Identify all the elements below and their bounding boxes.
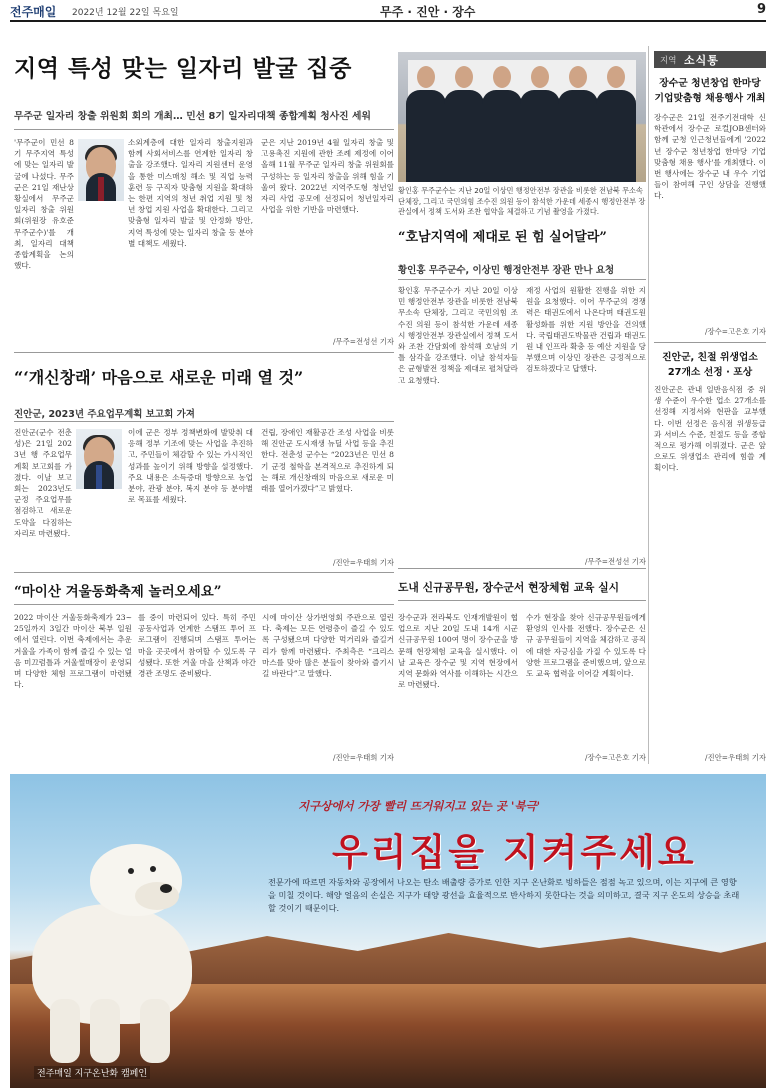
article1-headline: 지역 특성 맞는 일자리 발굴 집중 xyxy=(14,56,352,82)
sidebar-tag-right: 소식통 xyxy=(684,54,719,67)
article2-col1: 황인홍 무주군수가 지난 20일 이상민 행정안전부 장관을 비롯한 전남북 무소속 단체장, 그리고 국민의힘 조수진 의원 등이 참석한 가운데 세종시 행정안전부 장관실에서 정책 도서와 조찬 간담회에 참석해 호남의 기틀 삼각을 강조했다. 이날 참석자들은 균형발전 정책을 제대로 펼쳐달라고 요청했다. xyxy=(398,286,518,385)
article3-headline: “‘개신창래’ 마음으로 새로운 미래 열 것” xyxy=(14,368,304,387)
article2-byline: /무주=전성선 기자 xyxy=(584,557,646,566)
article3-portrait xyxy=(76,429,122,489)
masthead xyxy=(10,0,766,22)
column-rule xyxy=(648,46,649,764)
article2-subhead: 황인홍 무주군수, 이상민 행정안전부 장관 만나 요청 xyxy=(398,265,615,276)
article2-headline: “호남지역에 제대로 된 힘 실어달라” xyxy=(398,230,607,245)
divider xyxy=(14,572,394,573)
issue-date: 2022년 12월 22일 목요일 xyxy=(72,8,179,18)
article5-col1: 장수군과 전라북도 인재개발원이 협업으로 지난 20일 도내 14개 시군 신규공무원 100여 명이 장수군을 방문해 현장체험 교육을 실시했다. 이날 교육은 장수군 및 지역 현장에서 지역 문화와 역사를 이해하는 시간으로 마련됐다. xyxy=(398,613,518,690)
sidebar-item1-byline: /장수=고은호 기자 xyxy=(704,327,766,336)
page-number: 9 xyxy=(756,2,766,17)
bear-nose xyxy=(160,884,172,893)
article3-col2: 이에 군은 정부 정책변화에 발맞춰 대응해 정부 기조에 맞는 사업을 추진하고, 주민들이 체감할 수 있는 가시적인 성과를 높이기 위해 방향을 설정했다. 주요 내용은 소득증대 방향으로 농업 분야, 관광 분야, 복지 분야 등 분야별로 목표를 세웠다. xyxy=(128,428,253,505)
ad-slogan: 우리집을 지켜주세요 xyxy=(332,831,697,874)
divider xyxy=(398,600,646,601)
article2-col2: 재정 사업의 원활한 진행을 위한 지원을 요청했다. 이어 무주군의 경쟁력은 태권도에서 나온다며 태권도원 활성화를 위한 지원 방안을 건의했다. 국립태권도박물관 건립과 태권도원 내 인프라 확충 등 예산 지원을 당부했으며 이상민 장관은 긍정적으로 검토하겠다고 답했다. xyxy=(526,286,646,374)
photo-person xyxy=(444,66,484,182)
article1-byline: /무주=전성선 기자 xyxy=(332,337,394,346)
article5-col2: 수가 현장을 찾아 신규공무원들에게 환영의 인사를 전했다. 장수군은 신규 공무원들이 지역을 체감하고 공직에 대한 자긍심을 가질 수 있도록 다양한 프로그램을 준비했으며, 앞으로도 교육 협력을 이어갈 계획이다. xyxy=(526,613,646,679)
sidebar-item2-byline: /진안=우태희 기자 xyxy=(704,753,766,762)
article3-col1: 진안군(군수 전춘성)은 21일 2023년 행 주요업무계획 보고회를 가졌다. 이날 보고회는 2023년도 군정 주요업무를 점검하고 새로운 도약을 다짐하는 자리로 마련됐다. xyxy=(14,428,72,538)
article1-portrait xyxy=(78,139,124,201)
article1-subhead: 무주군 일자리 창출 위원회 회의 개최… 민선 8기 일자리대책 종합계획 청사진 세워 xyxy=(14,111,371,122)
climate-ad xyxy=(10,774,766,1088)
article5-headline: 도내 신규공무원, 장수군서 현장체험 교육 실시 xyxy=(398,581,620,594)
section-title: 무주 · 진안 · 장수 xyxy=(380,5,476,19)
bear-eye xyxy=(150,866,156,872)
article3-col3: 건립, 장애인 재활공간 조성 사업을 비롯해 진안군 도시재생 뉴딜 사업 등을 추진한다. 전춘성 군수는 “2023년은 민선 8기 군정 철학을 본격적으로 추진하게 되는 해로 개신창래의 마음으로 새로운 미래를 열어가겠다”고 밝혔다. xyxy=(261,428,394,494)
article4-byline: /진안=우태희 기자 xyxy=(332,753,394,762)
article1-col2: 소외계층에 대한 일자리 창출지원과 함께 사회서비스를 연계한 일자리 창출을 강조했다. 일자리 지원센터 운영을 통한 미스매칭 해소 및 직업 능력 훈련 등 구직자 맞춤형 지원을 확대하는 한편 지역의 청년 취업 지원 및 청년 창업 지원 사업을 확대한다. 그리고 맞춤형 일자리 발굴 및 안정화 방안, 지역 특성에 맞는 일자리 창출 등 분야별 대책도 세웠다. xyxy=(128,138,253,248)
article1-col3: 군은 지난 2019년 4월 일자리 창출 및 고용촉진 지원에 관한 조례 제정에 이어 올해 11월 무주군 일자리 창출 위원회를 구성하는 등 일자리 창출을 위해 힘을 기울여 왔다. 2022년 지역주도형 청년일자리 사업 공모에 선정되어 청년일자리 사업을 위한 기반을 마련했다. xyxy=(261,138,394,215)
sidebar-tag xyxy=(654,51,766,68)
article4-col2: 를 중이 마련되어 있다. 특히 주민 공동사업과 연계한 스탬프 투어 프로그램이 진행되며 스탬프 투어는 마을 곳곳에서 참여할 수 있도록 구성됐다. 또한 겨울 마을 산책과 야간 경관 조명도 준비됐다. xyxy=(138,613,256,679)
article1-col1: '무주군이 민선 8기 무주지역 특성에 맞는 일자리 발굴에 나섰다. 무주군은 21일 재난상황실에서 무주군 일자리 창출 위원회(위원장 유호준 무주군수)'를 개최, 일자리 대책 종합계획을 논의했다. xyxy=(14,138,74,271)
photo-caption: 황인홍 무주군수는 지난 20일 이상민 행정안전부 장관을 비롯한 전남북 무소속 단체장, 그리고 국민의힘 조수진 의원 등이 참석한 가운데 세종시 행정안전부 장관실에서 정책 도서와 조찬 협약을 체결하고 기념 촬영을 가졌다. xyxy=(398,186,646,216)
divider xyxy=(398,568,646,569)
ad-tagline: 지구상에서 가장 빨리 뜨거워지고 있는 곳 '북극' xyxy=(298,799,541,813)
divider xyxy=(398,279,646,280)
photo-person xyxy=(520,66,560,182)
paper-name: 전주매일 xyxy=(10,5,57,19)
divider xyxy=(654,342,766,343)
bear-snout xyxy=(135,882,179,910)
divider xyxy=(14,352,394,353)
article4-col1: 2022 마이산 겨울동화축제가 23~25일까지 3일간 마이산 북부 일원에서 열린다. 이번 축제에서는 추운 겨울을 가족이 함께 즐길 수 있는 얼음 미끄럼틀과 겨울썰매장이 운영되며 다양한 체험 프로그램이 마련됐다. xyxy=(14,613,132,690)
article4-headline: “마이산 겨울동화축제 놀러오세요” xyxy=(14,584,222,600)
ad-description: 전문가에 따르면 자동차와 공장에서 나오는 탄소 배출량 증가로 인한 지구 온난화로 빙하들은 점점 녹고 있으며, 이는 지구에 큰 영향을 미칠 것이다. 해양 얼음의 손실은 지구가 태양 광선을 효율적으로 반사하지 못한다는 것을 의미하고, 결국 지구 온도의 상승을 초래할 것이기 때문이다. xyxy=(268,877,740,913)
sidebar-tag-left: 지역 xyxy=(660,56,677,66)
photo-person xyxy=(482,66,522,182)
bear-leg xyxy=(90,999,120,1063)
sidebar-item2-body: 진안군은 관내 일반음식점 중 위생 수준이 우수한 업소 27개소를 선정해 지정서와 현판을 교부했다. 이번 선정은 음식점 위생등급과 서비스 수준, 친절도 등을 종합적으로 평가해 이뤄졌다. 군은 앞으로도 위생업소 관리에 힘쓸 계획이다. xyxy=(654,385,766,473)
photo-person xyxy=(558,66,598,182)
article3-byline: /진안=우태희 기자 xyxy=(332,558,394,567)
divider xyxy=(14,421,394,422)
article5-byline: /장수=고은호 기자 xyxy=(584,753,646,762)
article4-col3: 시에 마이산 상가번영회 주관으로 열린다. 축제는 모든 연령층이 즐길 수 있도록 구성됐으며 다양한 먹거리와 즐길거리가 함께 마련됐다. 주최측은 “크리스마스를 맞아 많은 분들이 찾아와 즐기시길 바란다”고 말했다. xyxy=(262,613,394,679)
photo-person xyxy=(406,66,446,182)
bear-leg xyxy=(50,999,80,1063)
photo-person xyxy=(596,66,636,182)
divider xyxy=(14,604,394,605)
ad-credit: 전주매일 지구온난화 캠페인 xyxy=(34,1066,150,1079)
portrait-tie xyxy=(96,465,102,489)
sidebar-item2-title: 진안군, 친절 위생업소 27개소 선정 · 포상 xyxy=(662,352,758,378)
divider xyxy=(14,129,394,130)
sidebar-item1-body: 장수군은 21일 전주기전대학 신학관에서 장수군 로컬JOB센터와 함께 군청 인근청년들에게 '2022년 장수군 청년창업 한마당 기업맞춤형 채용 행사'를 개최했다. 이번 행사에는 장수군 내 우수 기업들이 참여해 구인 상담을 진행했다. xyxy=(654,113,766,201)
sidebar-item1-title: 장수군 청년창업 한마당 기업맞춤형 채용행사 개최 xyxy=(654,78,766,104)
article3-subhead: 진안군, 2023년 주요업무계획 보고회 가져 xyxy=(14,409,195,420)
group-photo xyxy=(398,52,646,182)
portrait-tie xyxy=(98,177,104,201)
bear-eye xyxy=(128,868,134,874)
bear-leg xyxy=(140,999,170,1063)
